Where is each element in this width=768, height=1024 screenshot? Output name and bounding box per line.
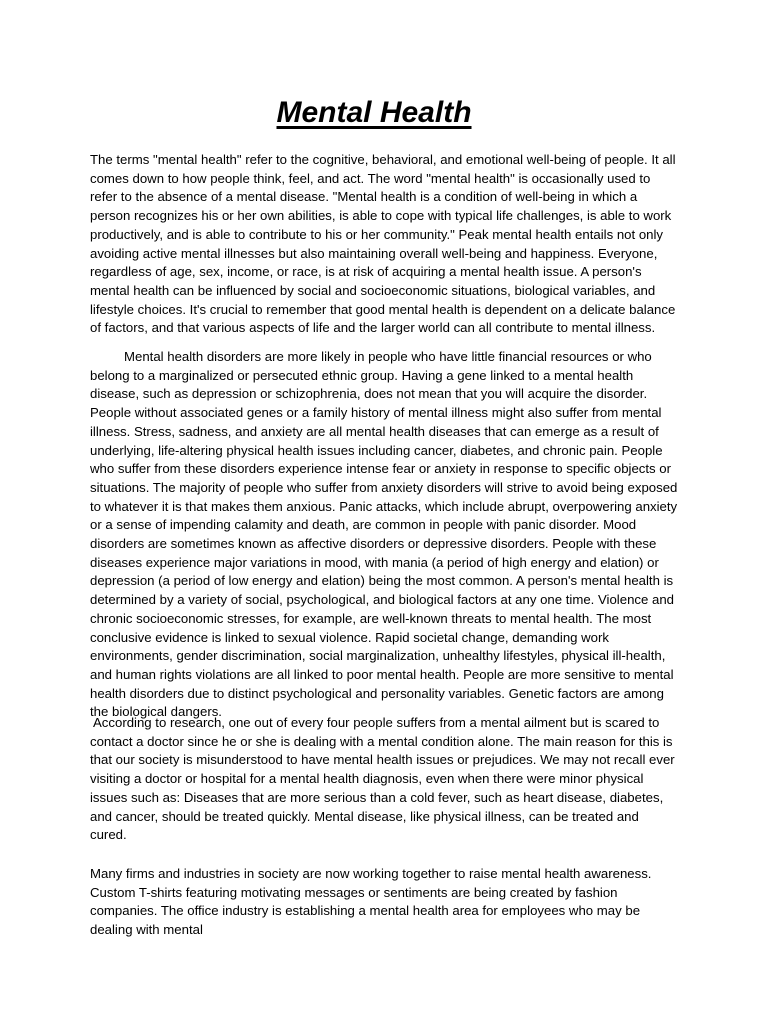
paragraph-1: The terms "mental health" refer to the cognitive, behavioral, and emotional well-being of people. It all comes down to how people think, feel, and act. The word "mental health" is occasionally used to refer to the absence of a mental disease. "Mental health is a condition of well-being in which a person recognizes his or her own abilities, is able to cope with typical life challenges, is able to work productively, and is able to contribute to his or her community." Peak mental health entails not only avoiding active mental illnesses but also maintaining overall well-being and happiness. Everyone, regardless of age, sex, income, or race, is at risk of acquiring a mental health issue. A person's mental health can be influenced by social and socioeconomic situations, biological variables, and lifestyle choices. It's crucial to remember that good mental health is dependent on a delicate balance of factors, and that various aspects of life and the larger world can all contribute to mental illness. [90, 152, 676, 336]
document-title: Mental Health [276, 96, 472, 129]
paragraph-4: Many firms and industries in society are now working together to raise mental health awareness. Custom T-shirts featuring motivating messages or sentiments are being created by fashion companies. The office industry is establishing a mental health area for employees who may be dealing with mental [90, 866, 652, 938]
paragraph-2: Mental health disorders are more likely in people who have little financial resources or who belong to a marginalized or persecuted ethnic group. Having a gene linked to a mental health disease, such as depression or schizophrenia, does not mean that you will acquire the disorder. People without associated genes or a family history of mental illness might also suffer from mental illness. Stress, sadness, and anxiety are all mental health diseases that can emerge as a result of underlying, life-altering physical health issues including cancer, diabetes, and chronic pain. People who suffer from these disorders experience intense fear or anxiety in response to specific objects or situations. The majority of people who suffer from anxiety disorders will strive to avoid being exposed to whatever it is that makes them anxious. Panic attacks, which include abrupt, overpowering anxiety or a sense of impending calamity and death, are common in people with panic disorder. Mood disorders are sometimes known as affective disorders or depressive disorders. People with these diseases experience major variations in mood, with mania (a period of high energy and elation) or depression (a period of low energy and elation) being the most common. A person's mental health is determined by a variety of social, psychological, and biological factors at any one time. Violence and chronic socioeconomic stresses, for example, are well-known threats to mental health. The most conclusive evidence is linked to sexual violence. Rapid societal change, demanding work environments, gender discrimination, social marginalization, unhealthy lifestyles, physical ill-health, and human rights violations are all linked to poor mental health. People are more sensitive to mental health disorders due to distinct psychological and personality variables. Genetic factors are among the biological dangers. [90, 349, 678, 720]
paragraph-3: According to research, one out of every four people suffers from a mental ailment but is scared to contact a doctor since he or she is dealing with a mental condition alone. The main reason for this is that our society is misunderstood to have mental health issues or prejudices. We may not recall ever visiting a doctor or hospital for a mental health diagnosis, even when there were minor physical issues such as: Diseases that are more serious than a cold fever, such as heart disease, diabetes, and cancer, should be treated quickly. Mental disease, like physical illness, can be treated and cured. [90, 715, 675, 843]
